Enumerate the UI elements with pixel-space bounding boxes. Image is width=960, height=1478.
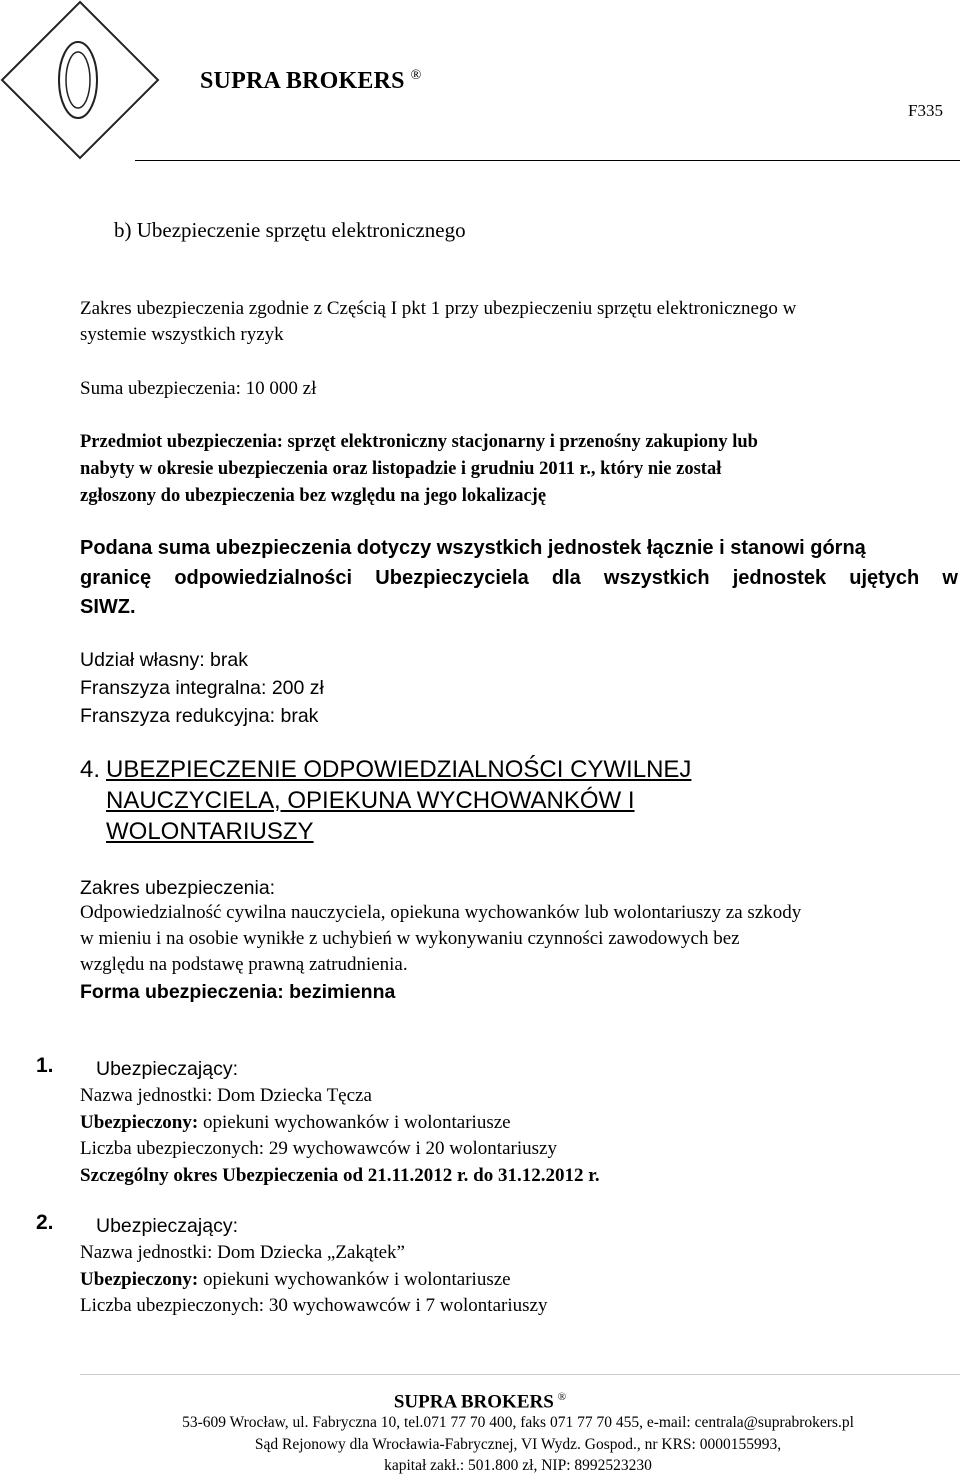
header-brand (200, 68, 422, 95)
insurer-1-number: 1. (36, 1054, 54, 1077)
insurer-2-count: Liczba ubezpieczonych: 30 wychowawców i 7 wolontariuszy (80, 1295, 548, 1316)
insured-label: Ubezpieczony: (80, 1112, 199, 1133)
insured-label: Ubezpieczony: (80, 1269, 199, 1290)
coverage-text-line2: systemie wszystkich ryzyk (80, 324, 284, 345)
footer-brand (0, 1391, 960, 1413)
scope-text-line1: Odpowiedzialność cywilna nauczyciela, opiekuna wychowanków lub wolontariuszy za szkody (80, 902, 802, 923)
scope-text-line2: w mieniu i na osobie wynikłe z uchybień w wykonywaniu czynności zawodowych bez (80, 928, 740, 949)
insurer-2-unit: Nazwa jednostki: Dom Dziecka „Zakątek” (80, 1242, 405, 1263)
company-logo (0, 0, 160, 160)
header-divider (135, 160, 960, 161)
insurer-1-unit: Nazwa jednostki: Dom Dziecka Tęcza (80, 1085, 372, 1106)
footer-brand-name: SUPRA BROKERS (393, 1391, 554, 1413)
insurance-subject-line3: zgłoszony do ubezpieczenia bez względu na jego lokalizację (80, 486, 547, 506)
insurer-2-insured (80, 1269, 511, 1291)
sum-note-line2: granicę odpowiedzialności Ubezpieczyciela dla wszystkich jednostek ujętych w (80, 567, 958, 589)
integral-franchise: Franszyza integralna: 200 zł (80, 677, 324, 699)
insured-value: opiekuni wychowanków i wolontariusze (198, 1269, 511, 1290)
section-b-heading: b) Ubezpieczenie sprzętu elektronicznego (114, 218, 466, 242)
section-4-title: UBEZPIECZENIE ODPOWIEDZIALNOŚCI CYWILNEJ NAUCZYCIELA, OPIEKUNA WYCHOWANKÓW I WOLONTARIUSZY (106, 756, 692, 845)
scope-text-line3: względu na podstawę prawną zatrudnienia. (80, 954, 408, 975)
footer-court: Sąd Rejonowy dla Wrocławia-Fabrycznej, VI Wydz. Gospod., nr KRS: 0000155993, (254, 1436, 782, 1453)
insurance-form: Forma ubezpieczenia: bezimienna (80, 981, 396, 1003)
own-share: Udział własny: brak (80, 649, 248, 671)
insurer-2-number: 2. (36, 1211, 54, 1234)
sum-note-line1: Podana suma ubezpieczenia dotyczy wszystkich jednostek łącznie i stanowi górną (80, 537, 866, 559)
coverage-text-line1: Zakres ubezpieczenia zgodnie z Częścią I pkt 1 przy ubezpieczeniu sprzętu elektronicznego w (80, 298, 797, 319)
insurer-1-period: Szczególny okres Ubezpieczenia od 21.11.2012 r. do 31.12.2012 r. (80, 1165, 600, 1186)
footer-address: 53-609 Wrocław, ul. Fabryczna 10, tel.071 77 70 400, faks 071 77 70 455, e-mail: centrala@suprabrokers.pl (182, 1414, 854, 1431)
footer-registered-mark: ® (557, 1391, 567, 1403)
insurance-subject-line2: nabyty w okresie ubezpieczenia oraz listopadzie i grudniu 2011 r., który nie został (80, 459, 722, 479)
registered-mark: ® (410, 68, 422, 83)
footer-capital: kapitał zakł.: 501.800 zł, NIP: 8992523230 (384, 1457, 652, 1474)
sum-note-line3: SIWZ. (80, 596, 136, 618)
document-code: F335 (908, 101, 943, 120)
insurer-1-insured (80, 1112, 511, 1134)
deductible-franchise: Franszyza redukcyjna: brak (80, 705, 319, 727)
insured-value: opiekuni wychowanków i wolontariusze (198, 1112, 511, 1133)
footer-divider (80, 1374, 960, 1375)
insurance-subject-line1: Przedmiot ubezpieczenia: sprzęt elektroniczny stacjonarny i przenośny zakupiony lub (80, 432, 758, 452)
insurer-1-heading: Ubezpieczający: (96, 1058, 238, 1080)
brand-name: SUPRA BROKERS (200, 68, 405, 94)
sum-insured: Suma ubezpieczenia: 10 000 zł (80, 378, 317, 399)
section-4-number: 4. (80, 756, 101, 783)
scope-heading: Zakres ubezpieczenia: (80, 877, 276, 899)
insurer-1-count: Liczba ubezpieczonych: 29 wychowawców i 20 wolontariuszy (80, 1138, 557, 1159)
insurer-2-heading: Ubezpieczający: (96, 1215, 238, 1237)
